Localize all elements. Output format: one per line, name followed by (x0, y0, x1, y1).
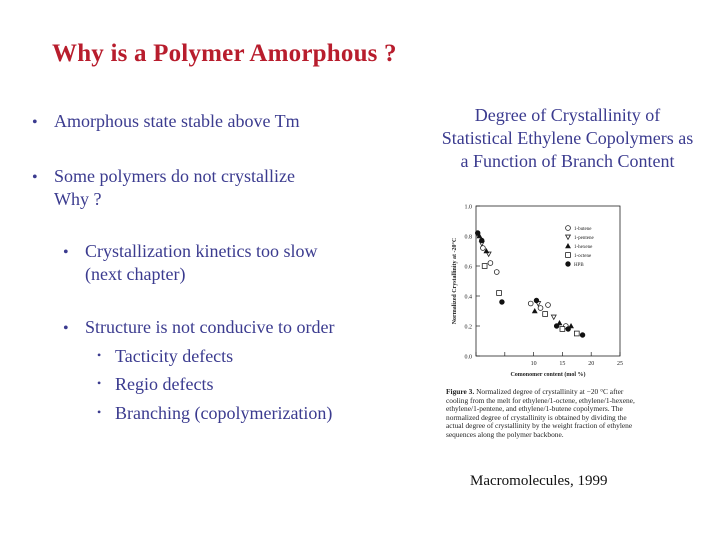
bullet-marker: • (97, 405, 102, 419)
legend-label: 1-pentene (574, 236, 594, 241)
data-point (475, 231, 480, 236)
bullet-2-line-1: Some polymers do not crystallize (54, 166, 295, 186)
data-point (538, 306, 543, 311)
data-point (528, 301, 533, 306)
legend-marker (566, 244, 571, 248)
data-point (482, 264, 487, 269)
bullet-marker: • (97, 348, 102, 362)
bullet-1: Amorphous state stable above Tm (54, 111, 300, 131)
sub-sub-bullet-1: Tacticity defects (115, 346, 234, 366)
bullet-marker: • (32, 114, 38, 131)
data-point (566, 327, 571, 332)
data-point (532, 309, 537, 313)
caption-line: ethylene/1-pentene, and ethylene/1-butene copolymers. The (446, 404, 623, 414)
data-point (580, 333, 585, 338)
y-axis-label: Normalized Crystallinity at -20°C (452, 237, 458, 325)
sub-sub-bullet-3: Branching (copolymerization) (115, 403, 333, 423)
plot-frame (476, 206, 620, 356)
figure-title-line: Degree of Crystallinity of (474, 105, 661, 125)
legend-label: 1-octene (574, 254, 592, 259)
x-tick-label: 15 (559, 361, 566, 367)
citation: Macromolecules, 1999 (470, 473, 608, 489)
slide-title: Why is a Polymer Amorphous ? (52, 40, 397, 67)
data-point (546, 303, 551, 308)
sub-bullet-2: Structure is not conducive to order (85, 317, 335, 337)
data-point (554, 324, 559, 329)
y-tick-label: 0.0 (464, 354, 472, 361)
figure-caption (446, 388, 706, 440)
figure-title (430, 104, 705, 173)
data-point (497, 291, 502, 296)
x-axis-label: Comonomer content (mol %) (510, 372, 586, 378)
caption-line: normalized degree of crystallinity is obtained by dividing the (446, 412, 627, 422)
bullet-marker: • (32, 169, 38, 186)
data-point (488, 261, 493, 266)
bullet-marker: • (63, 320, 69, 337)
legend-marker (566, 262, 571, 267)
caption-line: cooling from the melt for ethylene/1-octene, ethylene/1-hexene, (446, 395, 635, 405)
data-point (560, 327, 565, 332)
caption-line: actual degree of crystallinity by the weight fraction of ethylene (446, 421, 633, 431)
crystallinity-scatter-plot (430, 198, 645, 388)
figure-title-line: Statistical Ethylene Copolymers as (441, 128, 694, 148)
sub-bullet-1-line-1: Crystallization kinetics too slow (85, 241, 318, 261)
sub-sub-bullet-2: Regio defects (115, 374, 214, 394)
y-tick-label: 0.4 (464, 294, 472, 301)
data-point (534, 298, 539, 303)
y-tick-label: 0.8 (464, 234, 472, 241)
legend-label: 1-butene (574, 227, 592, 232)
bullet-marker: • (63, 244, 69, 261)
data-point (481, 246, 486, 251)
x-tick-label: 10 (530, 361, 537, 367)
y-tick-label: 0.2 (464, 324, 472, 331)
x-tick-label: 25 (617, 361, 623, 367)
legend-marker (566, 235, 571, 239)
data-point (574, 331, 579, 336)
legend-label: 1-hexene (574, 245, 593, 250)
legend-marker (566, 226, 571, 231)
x-tick-label: 20 (588, 361, 595, 367)
y-tick-label: 1.0 (464, 204, 472, 211)
caption-label: Figure 3. (446, 387, 475, 396)
caption-line: sequences along the polymer backbone. (446, 429, 564, 439)
figure-title-line: a Function of Branch Content (460, 151, 675, 171)
data-point (494, 270, 499, 275)
data-point (500, 300, 505, 305)
bullet-2-line-2: Why ? (54, 189, 102, 209)
data-point (543, 312, 548, 317)
caption-line: Normalized degree of crystallinity at −20 °C after (476, 387, 624, 396)
data-point (551, 315, 556, 319)
legend-marker (566, 253, 571, 258)
bullet-marker: • (97, 376, 102, 390)
data-point (479, 238, 484, 243)
legend-label: HPB (574, 263, 584, 268)
y-tick-label: 0.6 (464, 264, 472, 271)
sub-bullet-1-line-2: (next chapter) (85, 264, 186, 284)
